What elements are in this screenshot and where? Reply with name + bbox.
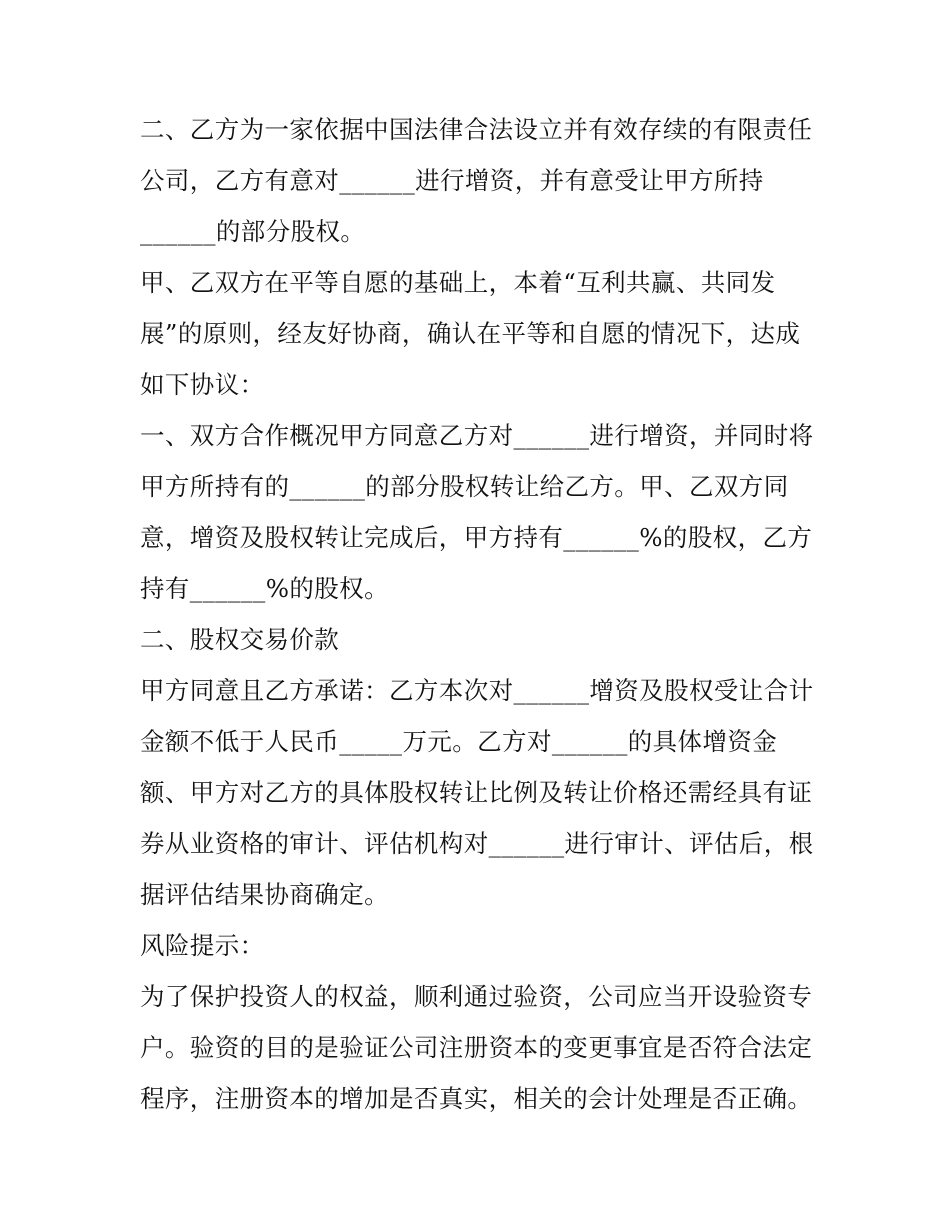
text-line: 一、双方合作概况甲方同意乙方对______进行增资，并同时将 (140, 421, 814, 450)
text-line: 持有______%的股权。 (140, 574, 389, 603)
text-line: 如下协议： (140, 370, 265, 399)
text-line: ______的部分股权。 (140, 217, 366, 246)
risk-heading: 风险提示： (140, 931, 265, 960)
text-line: 甲方同意且乙方承诺：乙方本次对______增资及股权受让合计 (140, 676, 814, 705)
text-line: 二、乙方为一家依据中国法律合法设立并有效存续的有限责任 (140, 115, 813, 144)
text-line: 额、甲方对乙方的具体股权转让比例及转让价格还需经具有证 (140, 778, 813, 807)
text-line: 甲方所持有的______的部分股权转让给乙方。甲、乙双方同 (140, 472, 789, 501)
document-body (140, 104, 820, 1124)
text-line: 金额不低于人民币_____万元。乙方对______的具体增资金 (140, 727, 778, 756)
text-line: 公司，乙方有意对______进行增资，并有意受让甲方所持 (140, 166, 764, 195)
text-line: 户。验资的目的是验证公司注册资本的变更事宜是否符合法定 (140, 1033, 813, 1062)
text-line: 意，增资及股权转让完成后，甲方持有______%的股权，乙方 (140, 523, 813, 552)
text-line: 程序，注册资本的增加是否真实，相关的会计处理是否正确。 (140, 1084, 813, 1113)
text-line: 为了保护投资人的权益，顺利通过验资，公司应当开设验资专 (140, 982, 813, 1011)
section-heading: 二、股权交易价款 (140, 625, 340, 654)
text-line: 展”的原则，经友好协商，确认在平等和自愿的情况下，达成 (140, 319, 801, 348)
text-line: 甲、乙双方在平等自愿的基础上，本着“互利共赢、共同发 (140, 268, 776, 297)
text-line: 券从业资格的审计、评估机构对______进行审计、评估后，根 (140, 829, 814, 858)
text-line: 据评估结果协商确定。 (140, 880, 389, 909)
